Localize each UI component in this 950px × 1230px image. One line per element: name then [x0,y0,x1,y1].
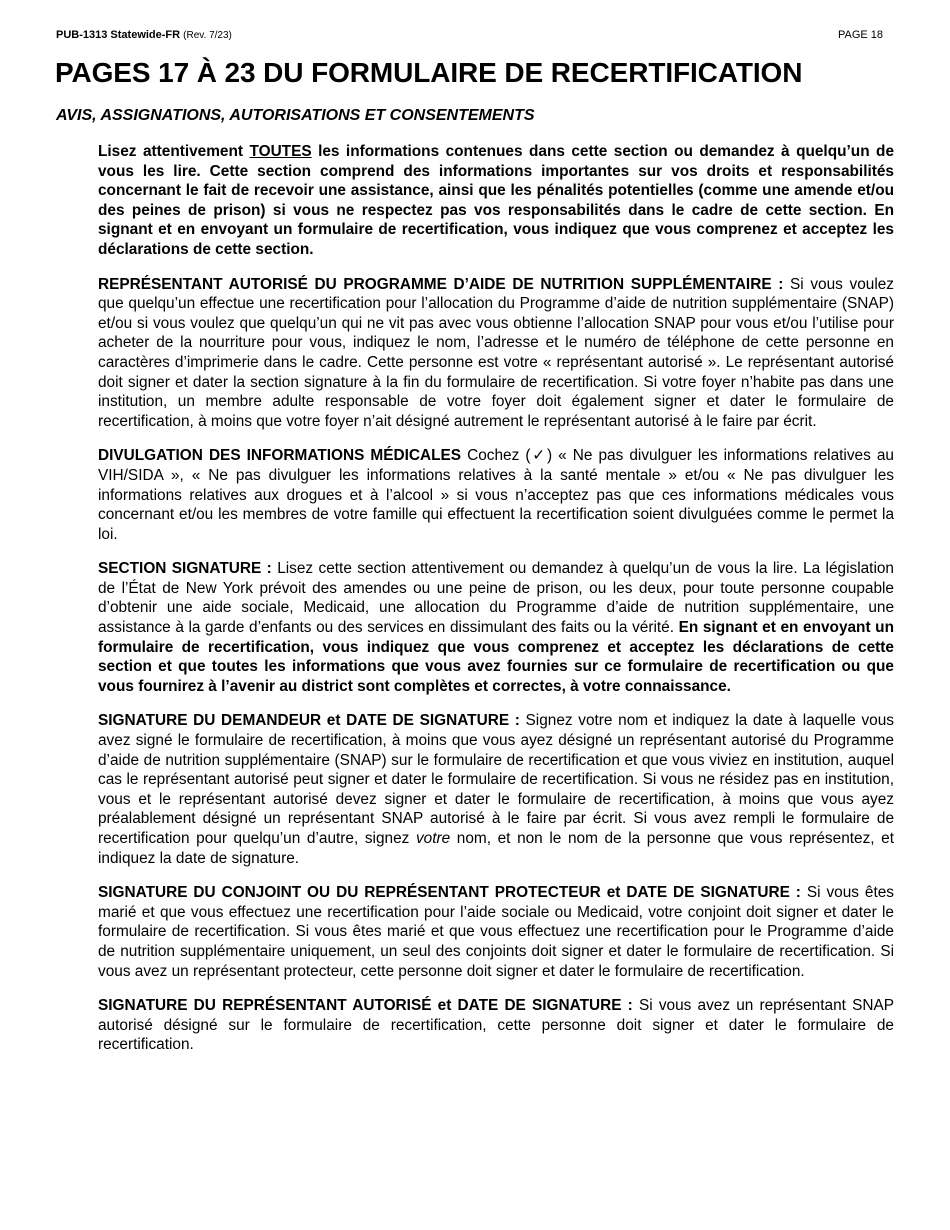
paragraph-signature-section [98,559,894,696]
bold-text-signature-section: En signant et en envoyant un formulaire de recertification, vous indiquez que vous comprenez et acceptez les déclarations de cette section et que toutes les informations que vous avez fournies sur ce formulaire de recertification ou que vous fournirez à l’avenir au district sont complètes et correctes, à votre connaissance. [98,619,894,695]
intro-emphasis: TOUTES [249,143,312,160]
paragraph-medical-disclosure [98,446,894,544]
heading-authorized-representative: REPRÉSENTANT AUTORISÉ DU PROGRAMME D’AIDE DE NUTRITION SUPPLÉMENTAIRE : [98,275,784,293]
text-end-applicant-signature: nom, et non le nom de la personne que vous représentez, et indiquez la date de signature. [98,830,895,867]
text-authorized-rep-signature: Si vous avez un représentant SNAP autorisé désigné sur le formulaire de recertification, cette personne doit signer et dater le formulaire de recertification. [98,997,894,1054]
text-spouse-signature: Si vous êtes marié et que vous effectuez une recertification pour l’aide sociale ou Medicaid, votre conjoint doit signer et dater le formulaire de recertification. Si vous êtes marié et que vous effectuez une recertification pour le Programme d’aide de nutrition supplémentaire uniquement, un seul des conjoints doit signer et dater le formulaire de recertification. Si vous avez un représentant protecteur, cette personne doit signer et dater le formulaire de recertification. [98,884,895,980]
intro-text-start: Lisez attentivement [98,143,250,160]
text-applicant-signature: Signez votre nom et indiquez la date à laquelle vous avez signé le formulaire de recertification, à moins que vous ayez désigné un représentant autorisé du Programme d’aide de nutrition supplémentaire (SNAP) sur le formulaire de recertification et que vous viviez en institution, auquel cas le représentant autorisé peut signer et dater le formulaire de recertification. Si vous ne résidez pas en institution, vous et le représentant autorisé devez signer et dater le formulaire de recertification, à moins que vous ayez préalablement désigné un représentant SNAP autorisé à le faire par écrit. Si vous avez rempli le formulaire de recertification pour quelqu’un d’autre, signez [98,712,894,847]
heading-signature-section: SECTION SIGNATURE : [98,560,272,578]
form-revision: (Rev. 7/23) [183,30,232,41]
form-code-header [56,28,232,43]
intro-paragraph [98,142,894,260]
document-body [98,142,894,1070]
paragraph-authorized-representative [98,275,894,432]
italic-word-applicant-signature: votre [415,830,451,847]
paragraph-authorized-rep-signature [98,996,894,1055]
page-number: PAGE 18 [838,29,884,41]
page-title: PAGES 17 À 23 DU FORMULAIRE DE RECERTIFICATION [55,57,803,88]
text-signature-section: Lisez cette section attentivement ou demandez à quelqu’un de vous la lire. La législation de l’État de New York prévoit des amendes ou une peine de prison, ou les deux, pour toute personne coupable d’obtenir une aide sociale, Medicaid, une allocation du Programme d’aide de nutrition supplémentaire, une assistance à la garde d’enfants ou des services en dissimulant des faits ou la vérité. [98,560,894,637]
text-authorized-representative: Si vous voulez que quelqu’un effectue une recertification pour l’allocation du Programme d’aide de nutrition supplémentaire (SNAP) et/ou si vous voulez que quelqu’un qui ne vit pas avec vous obtienne l’allocation SNAP pour vous et/ou l’utilise pour acheter de la nourriture pour vous, indiquez le nom, l’adresse et le numéro de téléphone de cette personne en caractères d’imprimerie dans le cadre. Cette personne est votre « représentant autorisé ». Le représentant autorisé doit signer et dater la section signature à la fin du formulaire de recertification. Si votre foyer n’habite pas dans une institution, un membre adulte responsable de votre foyer doit également signer et dater le formulaire de recertification, à moins que votre foyer n’ait désigné autrement le représentant autorisé à le faire par écrit. [98,275,895,430]
section-subtitle: AVIS, ASSIGNATIONS, AUTORISATIONS ET CONSENTEMENTS [56,107,535,124]
heading-spouse-signature: SIGNATURE DU CONJOINT OU DU REPRÉSENTANT PROTECTEUR et DATE DE SIGNATURE : [98,884,801,902]
text-medical-disclosure: Cochez (✓) « Ne pas divulguer les informations relatives au VIH/SIDA », « Ne pas divulguer les informations relatives à la santé mentale » et/ou « Ne pas divulguer les informations relatives aux drogues et à l’alcool » si vous n’acceptez pas que ces informations médicales vous concernant et/ou les membres de votre famille qui effectuent la recertification soient divulguées comme le permet la loi. [98,447,894,543]
form-code: PUB-1313 Statewide-FR [56,29,181,41]
heading-applicant-signature: SIGNATURE DU DEMANDEUR et DATE DE SIGNATURE : [98,712,520,730]
intro-text-end: les informations contenues dans cette section ou demandez à quelqu’un de vous les lire. Cette section comprend des informations importantes sur vos droits et responsabilités concernant le fait de recevoir une assistance, ainsi que les pénalités potentielles (comme une amende et/ou des peines de prison) si vous ne respectez pas vos responsabilités dans le cadre de cette section. En signant et en envoyant un formulaire de recertification, vous indiquez que vous comprenez et acceptez les déclarations de cette section. [98,143,895,258]
paragraph-applicant-signature [98,711,894,868]
paragraph-spouse-signature [98,883,894,981]
heading-authorized-rep-signature: SIGNATURE DU REPRÉSENTANT AUTORISÉ et DATE DE SIGNATURE : [98,997,633,1015]
heading-medical-disclosure: DIVULGATION DES INFORMATIONS MÉDICALES [98,447,462,465]
